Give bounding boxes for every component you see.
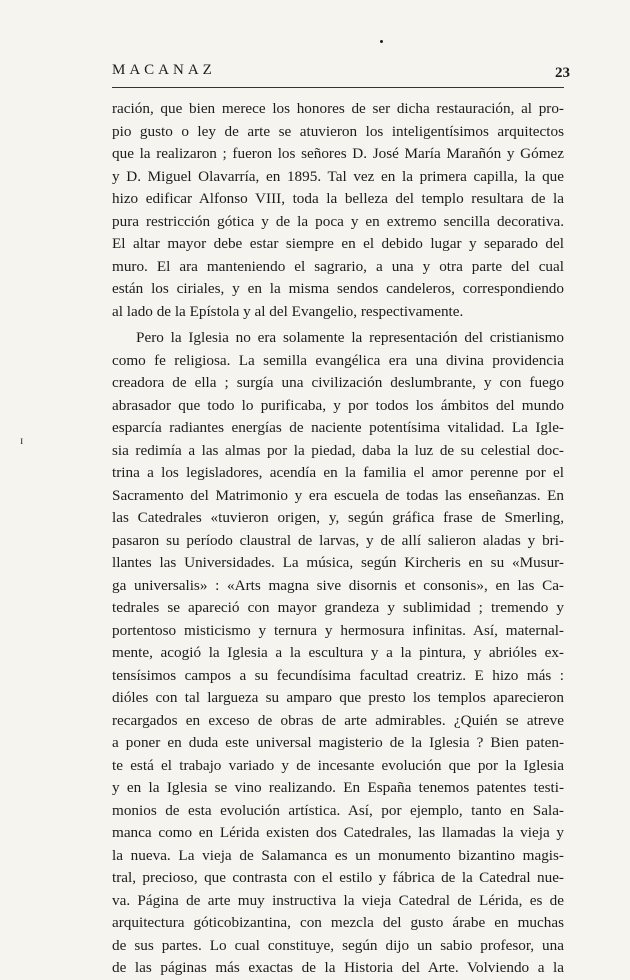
text-line: tedrales se apareció con mayor grandeza y sublimidad ; tremendo y [112, 599, 564, 616]
text-line: monios de esta evolución artística. Así, por ejemplo, tanto en Sala- [112, 801, 564, 819]
text-line: portentoso misticismo y ternura y hermosura infinitas. Así, maternal- [112, 621, 564, 639]
text-line: hizo edificar Alfonso VIII, toda la belleza del templo resultara de la [112, 190, 564, 207]
text-line: están los ciriales, y en la misma sendos candeleros, correspondiendo [112, 280, 564, 297]
text-line: de las páginas más exactas de la Historia del Arte. Volviendo a la [112, 959, 564, 976]
page-number: 23 [555, 65, 570, 81]
text-line: ga universalis» : «Arts magna sive disornis et consonis», en las Ca- [112, 576, 564, 594]
text-line: El altar mayor debe estar siempre en el debido lugar y separado del [112, 235, 564, 252]
header-rule [112, 87, 564, 88]
ink-dot [380, 40, 383, 43]
text-line: abrasador que todo lo purificaba, y por todos los ámbitos del mundo [112, 396, 564, 414]
text-line: las Catedrales «tuvieron origen, y, según gráfica frase de Smerling, [112, 509, 564, 526]
paragraph-2 [112, 327, 564, 980]
text-line: muro. El ara manteniendo el sagrario, a una y otra parte del cual [112, 257, 564, 275]
text-line: pasaron su período claustral de larvas, y de allí salieron aladas y bri- [112, 531, 564, 549]
text-line: pio gusto o ley de arte se atuvieron los inteligentísimos arquitectos [112, 122, 564, 140]
text-line: te está el trabajo variado y de incesante evolución que por la Iglesia [112, 756, 564, 774]
page-header [112, 62, 576, 86]
text-line: trina a los legisladores, acendía en la familia el amor perenne por el [112, 464, 564, 481]
text-line: sia redimía a las almas por la piedad, daba la luz de su celestial doc- [112, 441, 564, 459]
paragraph-1 [112, 98, 564, 323]
text-line: creadora de ella ; surgía una civilización deslumbrante, y con fuego [112, 374, 564, 391]
text-line: que la realizaron ; fueron los señores D. José María Marañón y Gómez [112, 145, 564, 162]
text-line: mente, acogió la Iglesia a la escultura y a la pintura, y abrióles ex- [112, 644, 564, 661]
text-line: Sacramento del Matrimonio y era escuela de todas las enseñanzas. En [112, 486, 564, 504]
text-line: va. Página de arte muy instructiva la vieja Catedral de Lérida, es de [112, 891, 564, 909]
text-line: la nueva. La vieja de Salamanca es un monumento bizantino magis- [112, 846, 564, 864]
text-line: a poner en duda este universal magisterio de la Iglesia ? Bien paten- [112, 734, 564, 751]
text-line: tral, precioso, que contrasta con el estilo y fábrica de la Catedral nue- [112, 869, 564, 886]
text-line: esparcía radiantes energías de naciente potentísima vitalidad. La Igle- [112, 419, 564, 436]
text-line: dióles con tal largueza su amparo que presto los templos aparecieron [112, 689, 564, 706]
margin-mark: ɪ [20, 433, 24, 447]
text-line: arquitectura góticobizantina, con mezcla del gusto árabe en muchas [112, 914, 564, 931]
text-line: de sus partes. Lo cual constituye, según dijo un sabio profesor, una [112, 936, 564, 954]
body-text [112, 98, 564, 980]
text-line: ración, que bien merece los honores de ser dicha restauración, al pro- [112, 100, 564, 117]
text-line: pura restricción gótica y de la poca y en extremo sencilla decorativa. [112, 212, 564, 230]
text-line: llantes las Universidades. La música, según Kircheris en su «Musur- [112, 554, 564, 571]
text-line: manca como en Lérida existen dos Catedrales, las llamadas la vieja y [112, 824, 564, 841]
text-line: tensísimos campos a su fecundísima facultad creatriz. E hizo más : [112, 666, 564, 684]
text-line: recargados en exceso de obras de arte admirables. ¿Quién se atreve [112, 711, 564, 729]
text-line: como fe religiosa. La semilla evangélica era una divina providencia [112, 351, 564, 369]
running-head: MACANAZ [112, 62, 216, 78]
text-line: Pero la Iglesia no era solamente la representación del cristianismo [136, 329, 564, 346]
text-line: al lado de la Epístola y al del Evangelio, respectivamente. [112, 302, 464, 320]
text-line: y D. Miguel Olavarría, en 1895. Tal vez en la primera capilla, la que [112, 167, 564, 185]
text-line: y en la Iglesia se vino realizando. En España tenemos patentes testi- [112, 779, 564, 796]
